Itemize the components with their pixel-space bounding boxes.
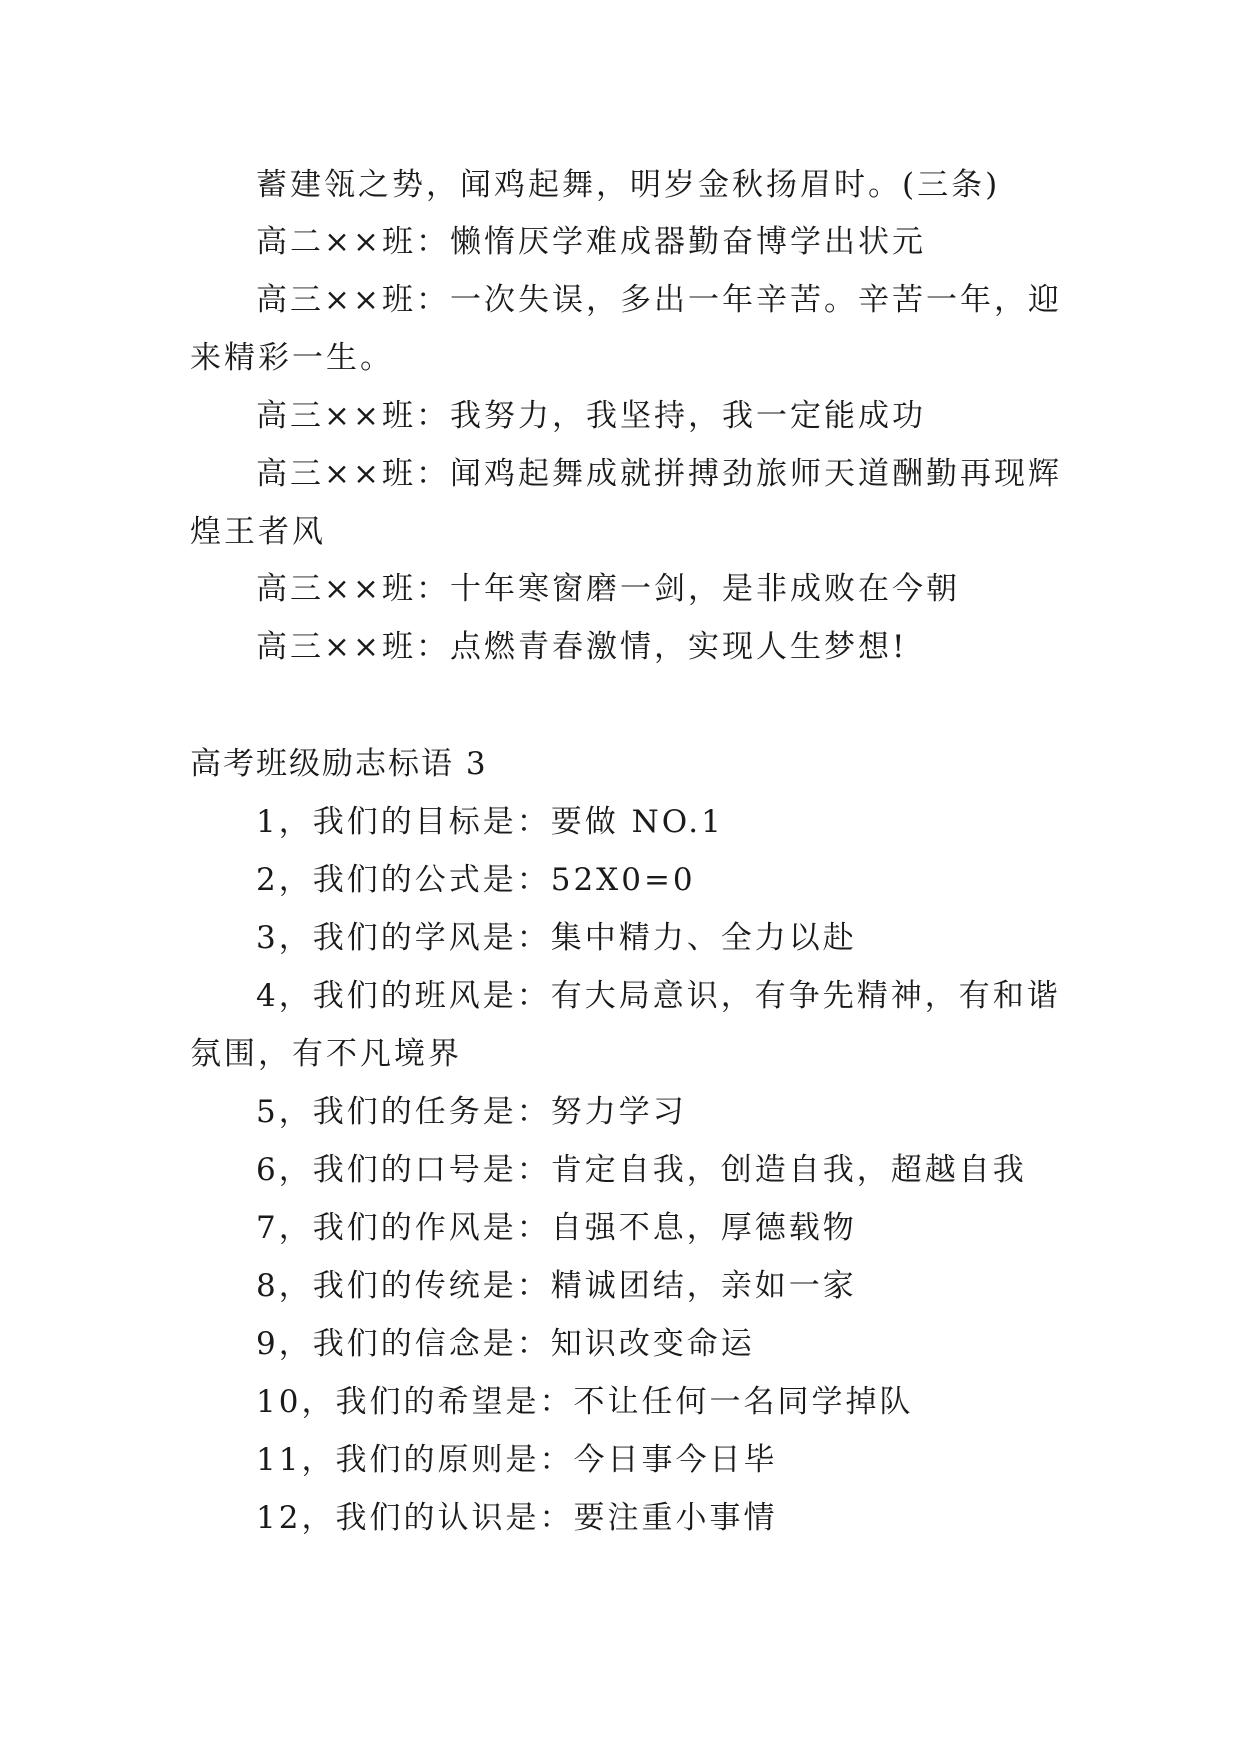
- list-item: 5，我们的任务是：努力学习: [256, 1094, 687, 1130]
- section-title: 高考班级励志标语 3: [190, 746, 488, 782]
- list-item: 12，我们的认识是：要注重小事情: [256, 1500, 778, 1536]
- slogan-line: 高三××班：我努力，我坚持，我一定能成功: [256, 398, 926, 434]
- slogan-line: 高二××班：懒惰厌学难成器勤奋博学出状元: [256, 224, 926, 260]
- slogan-line-continuation: 来精彩一生。: [190, 340, 394, 376]
- list-item: 3，我们的学风是：集中精力、全力以赴: [256, 920, 857, 956]
- list-item: 1，我们的目标是：要做 NO.1: [256, 804, 724, 840]
- list-item: 4，我们的班风是：有大局意识，有争先精神，有和谐: [256, 978, 1061, 1014]
- list-item: 2，我们的公式是：52X0=0: [256, 862, 696, 898]
- list-item: 10，我们的希望是：不让任何一名同学掉队: [256, 1384, 914, 1420]
- slogan-line: 高三××班：一次失误，多出一年辛苦。辛苦一年，迎: [256, 282, 1062, 318]
- list-item: 6，我们的口号是：肯定自我，创造自我，超越自我: [256, 1152, 1027, 1188]
- list-item-continuation: 氛围，有不凡境界: [190, 1036, 462, 1072]
- list-item: 9，我们的信念是：知识改变命运: [256, 1326, 755, 1362]
- slogan-line: 高三××班：闻鸡起舞成就拼搏劲旅师天道酬勤再现辉: [256, 456, 1062, 492]
- slogan-line: 高三××班：十年寒窗磨一剑，是非成败在今朝: [256, 571, 960, 607]
- list-item: 11，我们的原则是：今日事今日毕: [256, 1442, 778, 1478]
- list-item: 7，我们的作风是：自强不息，厚德载物: [256, 1210, 857, 1246]
- list-item: 8，我们的传统是：精诚团结，亲如一家: [256, 1268, 857, 1304]
- slogan-line: 蓄建瓴之势，闻鸡起舞，明岁金秋扬眉时。(三条): [256, 167, 1001, 203]
- slogan-line: 高三××班：点燃青春激情，实现人生梦想!: [256, 629, 908, 665]
- slogan-line-continuation: 煌王者风: [190, 514, 326, 550]
